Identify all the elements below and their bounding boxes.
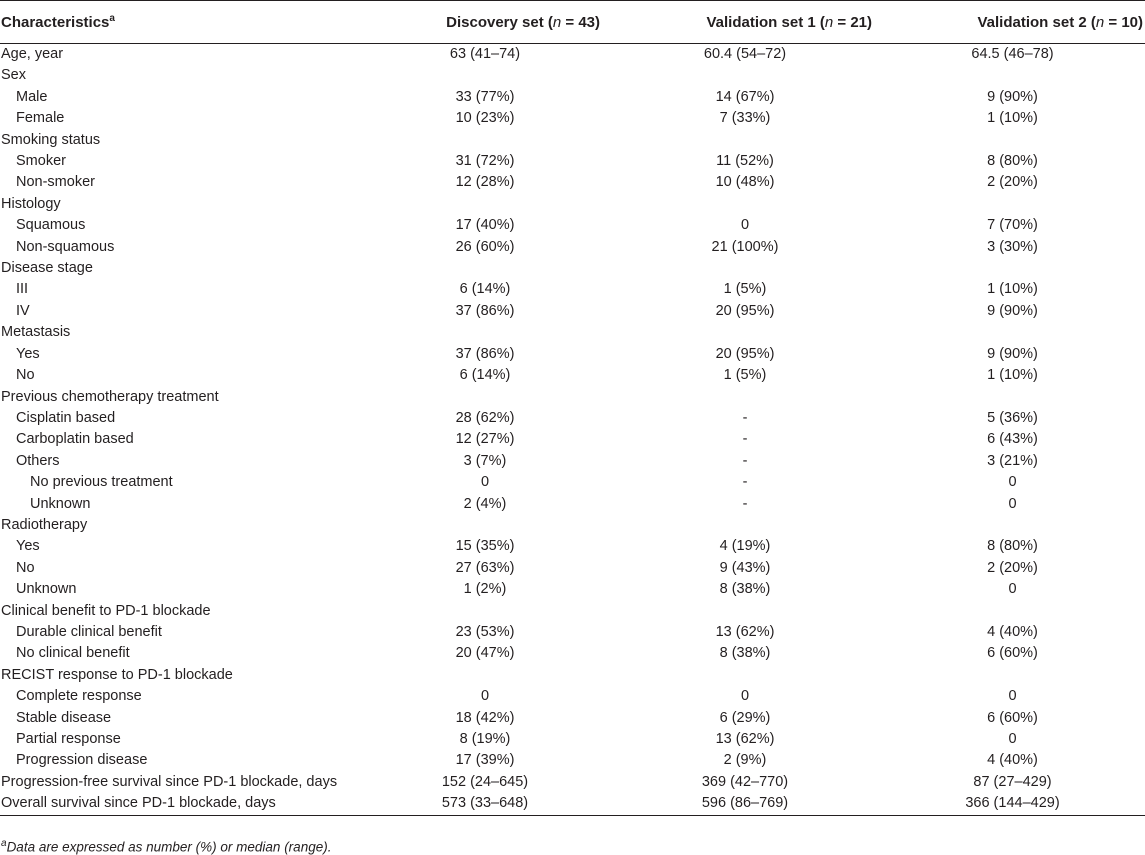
header-discovery-set: Discovery set (n = 43) (360, 1, 610, 44)
cell-validation-2: 3 (30%) (987, 238, 1038, 255)
cell-validation-1: 13 (62%) (715, 623, 775, 640)
row-label: Cisplatin based (16, 409, 116, 426)
cell-validation-2 (880, 515, 1145, 536)
cell-discovery: 12 (27%) (455, 431, 515, 448)
cell-validation-2: 1 (10%) (987, 281, 1038, 298)
cell-validation-2: 1 (10%) (987, 367, 1038, 384)
cell-validation-2: 366 (144–429) (880, 793, 1145, 815)
cell-validation-1: - (742, 409, 748, 426)
table-row (0, 601, 1145, 622)
row-label: Smoker (16, 153, 66, 170)
table-row (0, 515, 1145, 536)
table-row (0, 643, 1145, 664)
cell-validation-2 (880, 130, 1145, 151)
cell-validation-2 (880, 322, 1145, 343)
row-label: Stable disease (16, 709, 112, 726)
cell-validation-1: 1 (5%) (723, 367, 767, 384)
row-label: Non-smoker (16, 174, 95, 191)
cell-discovery: 31 (72%) (455, 153, 515, 170)
row-label: Progression disease (16, 752, 148, 769)
cell-discovery: 152 (24–645) (441, 773, 529, 790)
header-validation-set-1: Validation set 1 (n = 21) (610, 1, 880, 44)
row-label: Disease stage (1, 260, 93, 277)
cell-validation-2: 87 (27–429) (973, 773, 1052, 790)
cell-validation-2: 1 (10%) (987, 110, 1038, 127)
table-row (0, 387, 1145, 408)
cell-validation-2: 7 (70%) (987, 217, 1038, 234)
row-label: RECIST response to PD-1 blockade (1, 666, 233, 683)
cell-validation-2 (880, 65, 1145, 86)
header-row (0, 1, 1145, 44)
cell-discovery: 23 (53%) (455, 623, 515, 640)
cell-discovery: 17 (39%) (455, 752, 515, 769)
cell-validation-1: 11 (52%) (716, 153, 774, 170)
table-row (0, 151, 1145, 172)
row-label: Squamous (16, 217, 86, 234)
cell-validation-1: - (742, 431, 748, 448)
table-row (0, 494, 1145, 515)
cell-discovery: 33 (77%) (455, 88, 515, 105)
cell-validation-2: 4 (40%) (987, 752, 1038, 769)
table-row (0, 558, 1145, 579)
cell-discovery: 28 (62%) (455, 409, 515, 426)
row-label: Metastasis (1, 324, 71, 341)
cell-validation-1 (610, 515, 880, 536)
table-row (0, 665, 1145, 686)
cell-discovery: 1 (2%) (463, 581, 507, 598)
cell-validation-1: 1 (5%) (723, 281, 767, 298)
table-row (0, 172, 1145, 193)
table-row (0, 708, 1145, 729)
row-label: Smoking status (1, 131, 101, 148)
cell-validation-2 (880, 194, 1145, 215)
cell-validation-1 (610, 387, 880, 408)
cell-discovery: 2 (4%) (463, 495, 507, 512)
cell-validation-2: 9 (90%) (987, 302, 1038, 319)
cell-validation-1 (610, 322, 880, 343)
table-row (0, 301, 1145, 322)
cell-validation-2 (880, 387, 1145, 408)
cell-validation-1: 14 (67%) (715, 88, 775, 105)
cell-discovery: 26 (60%) (455, 238, 515, 255)
row-label: No (16, 367, 35, 384)
cell-validation-1: 10 (48%) (715, 174, 775, 191)
table-row (0, 194, 1145, 215)
cell-validation-1: 20 (95%) (715, 302, 775, 319)
cell-discovery (360, 194, 610, 215)
table-row (0, 793, 1145, 815)
cell-discovery: 8 (19%) (459, 731, 511, 747)
table-row (0, 408, 1145, 429)
table-row (0, 772, 1145, 793)
table-row (0, 108, 1145, 129)
cell-discovery (360, 665, 610, 686)
cell-validation-2: 9 (90%) (987, 88, 1038, 105)
cell-validation-1: 2 (9%) (723, 752, 767, 769)
cell-discovery (360, 130, 610, 151)
table-row (0, 44, 1145, 66)
row-label: Male (16, 88, 48, 105)
cell-validation-1: - (742, 495, 748, 512)
cell-validation-1: 596 (86–769) (610, 793, 880, 815)
cell-discovery: 0 (480, 688, 490, 705)
cell-discovery (360, 65, 610, 86)
cell-discovery (360, 387, 610, 408)
cell-validation-1: 0 (740, 688, 750, 705)
table-row (0, 451, 1145, 472)
table-row (0, 686, 1145, 707)
row-label: III (16, 281, 29, 298)
row-label: Clinical benefit to PD-1 blockade (1, 602, 211, 619)
table-row (0, 365, 1145, 386)
cell-validation-1: 20 (95%) (715, 345, 775, 362)
cell-validation-1: 60.4 (54–72) (703, 46, 787, 62)
cell-validation-2: 6 (43%) (987, 431, 1038, 448)
table-row (0, 750, 1145, 771)
table-body (0, 44, 1145, 816)
table-row (0, 322, 1145, 343)
cell-validation-1 (610, 130, 880, 151)
header-characteristics: Characteristics$^a$ (0, 1, 360, 44)
table-row (0, 87, 1145, 108)
cell-discovery (360, 322, 610, 343)
cell-discovery: 6 (14%) (459, 281, 511, 298)
row-label: Radiotherapy (1, 516, 88, 533)
table-row (0, 429, 1145, 450)
cell-validation-2 (880, 601, 1145, 622)
row-label: Previous chemotherapy treatment (1, 388, 219, 405)
cell-discovery: 27 (63%) (455, 559, 515, 576)
cell-validation-1: 13 (62%) (715, 731, 775, 747)
cell-discovery: 20 (47%) (455, 645, 515, 662)
cell-validation-2: 2 (20%) (987, 174, 1038, 191)
cell-discovery: 63 (41–74) (449, 46, 521, 62)
row-label: Age, year (1, 46, 64, 62)
table-row (0, 344, 1145, 365)
table-row (0, 279, 1145, 300)
cell-discovery (360, 258, 610, 279)
cell-validation-1 (610, 194, 880, 215)
cell-validation-2: 0 (1008, 474, 1017, 491)
cell-discovery: 37 (86%) (455, 345, 515, 362)
table-row (0, 536, 1145, 557)
row-label: IV (16, 302, 30, 319)
cell-validation-1 (610, 65, 880, 86)
table-row (0, 622, 1145, 643)
cell-validation-2: 4 (40%) (987, 623, 1038, 640)
row-label: Sex (1, 67, 26, 84)
table-row (0, 215, 1145, 236)
cell-validation-2: 6 (60%) (987, 709, 1038, 726)
cell-validation-1: 8 (38%) (719, 645, 771, 662)
table-row (0, 472, 1145, 493)
cell-validation-1: 6 (29%) (719, 709, 771, 726)
row-label: Unknown (16, 581, 77, 598)
row-label: Unknown (30, 495, 91, 512)
row-label: Progression-free survival since PD-1 blockade, days (1, 773, 338, 790)
cell-validation-2: 5 (36%) (987, 409, 1038, 426)
cell-validation-1: - (742, 452, 748, 469)
row-label: Yes (16, 345, 40, 362)
cell-validation-2 (880, 665, 1145, 686)
cell-validation-1: 21 (100%) (711, 238, 779, 255)
cell-validation-2: 0 (1008, 581, 1017, 598)
row-label: Female (16, 110, 65, 127)
cell-validation-2: 0 (1008, 688, 1017, 705)
cell-validation-1: - (742, 474, 748, 491)
cell-validation-2: 2 (20%) (987, 559, 1038, 576)
cell-validation-1: 8 (38%) (719, 581, 771, 598)
cell-discovery: 18 (42%) (455, 709, 515, 726)
row-label: No previous treatment (30, 474, 173, 491)
cell-validation-2: 0 (1008, 495, 1017, 512)
table-row (0, 579, 1145, 600)
cell-discovery: 573 (33–648) (360, 793, 610, 815)
row-label: Yes (16, 538, 40, 555)
table-row (0, 130, 1145, 151)
cell-discovery: 0 (480, 474, 490, 491)
cell-validation-1: 9 (43%) (719, 559, 771, 576)
cell-validation-1: 369 (42–770) (701, 773, 789, 790)
header-validation-set-2: Validation set 2 (n = 10) (880, 1, 1145, 44)
cell-validation-2: 3 (21%) (987, 452, 1038, 469)
row-label: Others (16, 452, 60, 469)
cell-validation-2 (880, 258, 1145, 279)
cell-validation-2: 0 (1008, 731, 1017, 747)
cell-validation-2: 6 (60%) (987, 645, 1038, 662)
cell-validation-2: 8 (80%) (987, 153, 1038, 170)
row-label: Durable clinical benefit (16, 623, 162, 640)
cell-discovery: 12 (28%) (455, 174, 515, 191)
cell-validation-2: 64.5 (46–78) (971, 46, 1054, 62)
cell-validation-1: 4 (19%) (719, 538, 771, 555)
cell-validation-1 (610, 601, 880, 622)
row-label: Histology (1, 195, 61, 212)
cell-validation-2: 9 (90%) (987, 345, 1038, 362)
cell-discovery (360, 515, 610, 536)
row-label: Overall survival since PD-1 blockade, days (0, 793, 360, 815)
cell-validation-2: 8 (80%) (987, 538, 1038, 555)
row-label: No (16, 559, 35, 576)
table-footnote: $^a$Data are expressed as number (%) or median (range). (1, 838, 332, 855)
row-label: Complete response (16, 688, 142, 705)
table-row (0, 258, 1145, 279)
table-row (0, 65, 1145, 86)
cell-validation-1 (610, 665, 880, 686)
row-label: No clinical benefit (16, 645, 130, 662)
row-label: Partial response (16, 731, 121, 747)
row-label: Non-squamous (16, 238, 115, 255)
cell-discovery: 3 (7%) (463, 452, 507, 469)
cell-discovery (360, 601, 610, 622)
cell-validation-1: 7 (33%) (719, 110, 771, 127)
row-label: Carboplatin based (16, 431, 134, 448)
cell-validation-1: 0 (740, 217, 750, 234)
table-row (0, 237, 1145, 258)
cell-validation-1 (610, 258, 880, 279)
cell-discovery: 10 (23%) (455, 110, 515, 127)
table-row (0, 729, 1145, 750)
cell-discovery: 37 (86%) (455, 302, 515, 319)
cell-discovery: 15 (35%) (455, 538, 515, 555)
cell-discovery: 17 (40%) (455, 217, 515, 234)
cell-discovery: 6 (14%) (459, 367, 511, 384)
